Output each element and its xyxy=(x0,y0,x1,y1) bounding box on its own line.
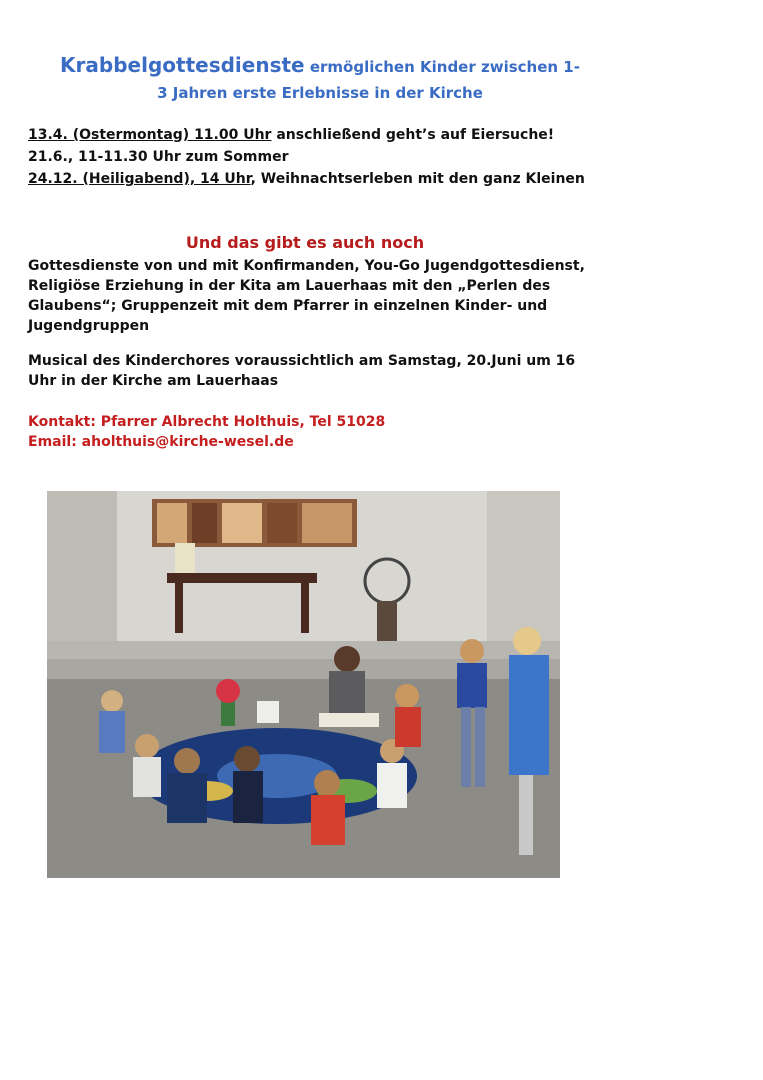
event-date: 13.4. (Ostermontag) 11.00 Uhr xyxy=(28,127,272,143)
title-line-1 xyxy=(20,52,620,80)
contact-line: Kontakt: Pfarrer Albrecht Holthuis, Tel 51028 xyxy=(28,414,386,430)
paragraph-line: Jugendgruppen xyxy=(28,318,150,334)
paragraph-line: Musical des Kinderchores voraussichtlich am Samstag, 20.Juni um 16 xyxy=(28,353,576,369)
paragraph-line: Uhr in der Kirche am Lauerhaas xyxy=(28,373,279,389)
event-text: anschließend geht’s auf Eiersuche! xyxy=(271,127,555,143)
title xyxy=(20,52,620,106)
event-row xyxy=(28,168,728,190)
event-text: , Weihnachtserleben mit den ganz Kleinen xyxy=(250,171,585,187)
contact-block xyxy=(28,412,628,452)
title-line-2: 3 Jahren erste Erlebnisse in der Kirche xyxy=(157,84,483,102)
event-date: 24.12. (Heiligabend), 14 Uhr xyxy=(28,171,251,187)
church-children-photo xyxy=(47,491,560,878)
paragraph-offers xyxy=(28,256,618,336)
subheading: Und das gibt es auch noch xyxy=(185,233,425,252)
paragraph-musical xyxy=(28,351,618,391)
event-list xyxy=(28,124,728,190)
title-rest: ermöglichen Kinder zwischen 1- xyxy=(304,58,580,76)
contact-email: Email: aholthuis@kirche-wesel.de xyxy=(28,434,294,450)
event-row xyxy=(28,124,728,146)
paragraph-line: Gottesdienste von und mit Konfirmanden, You-Go Jugendgottesdienst, xyxy=(28,258,585,274)
event-text: 21.6., 11-11.30 Uhr zum Sommer xyxy=(28,149,289,165)
paragraph-line: Religiöse Erziehung in der Kita am Lauerhaas mit den „Perlen des xyxy=(28,278,551,294)
photo-illustration xyxy=(47,491,560,878)
paragraph-line: Glaubens“; Gruppenzeit mit dem Pfarrer in einzelnen Kinder- und xyxy=(28,298,548,314)
event-row xyxy=(28,146,728,168)
title-bold-word: Krabbelgottesdienste xyxy=(60,53,305,77)
